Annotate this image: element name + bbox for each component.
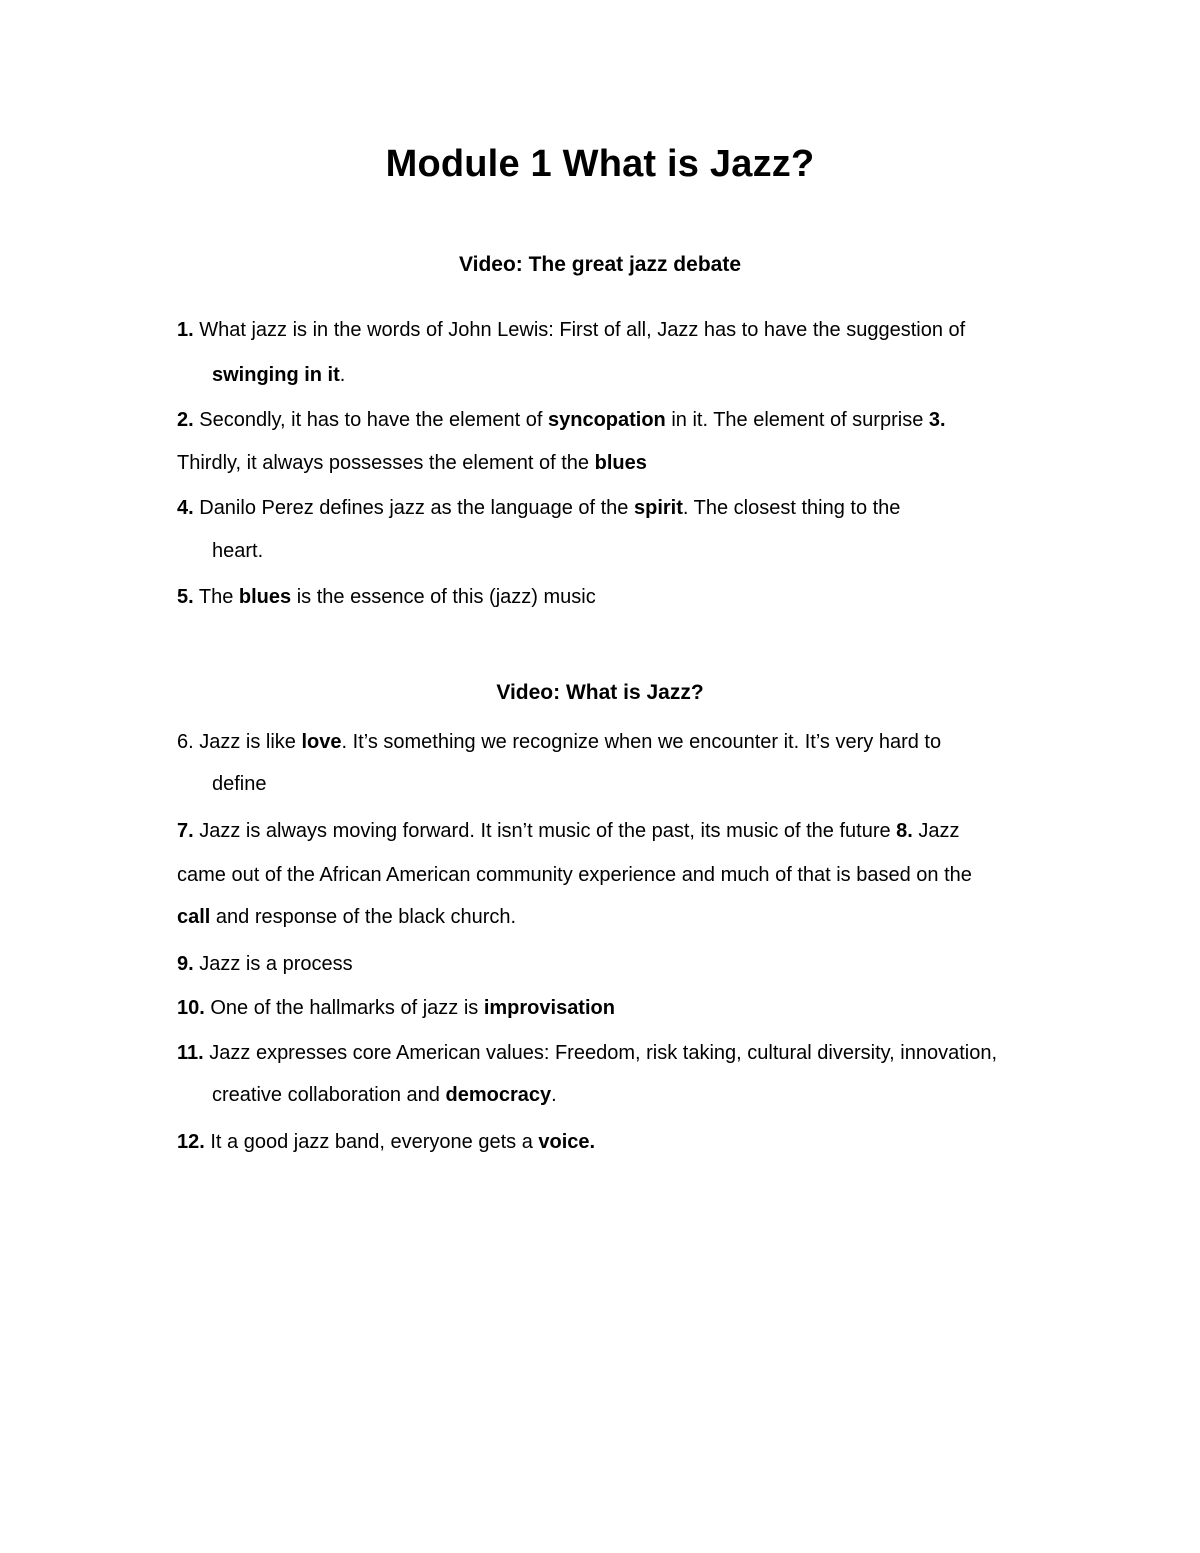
item-text: define [212, 773, 267, 795]
item-number: 4. [177, 497, 194, 519]
item-text: Thirdly, it always possesses the element of the [177, 452, 595, 474]
key-term: voice. [538, 1131, 596, 1153]
item-text: came out of the African American community experience and much of that is based on the [177, 864, 972, 886]
item-text: What jazz is in the words of John Lewis: First of all, Jazz has to have the suggestion of [193, 319, 966, 341]
item-text: in it. The element of surprise [665, 409, 929, 431]
item-text: Jazz [912, 820, 960, 842]
item-text: creative collaboration and [212, 1084, 446, 1106]
item-text: Jazz expresses core American values: Freedom, risk taking, cultural diversity, innovation, [203, 1042, 997, 1064]
list-item-10 [177, 995, 615, 1021]
item-number: 9. [177, 953, 194, 975]
item-text: The [193, 586, 239, 608]
item-text: . [551, 1084, 557, 1106]
list-item-3 [177, 450, 647, 476]
item-text: heart. [212, 540, 264, 562]
list-item-11 [177, 1040, 997, 1066]
item-text: and response of the black church. [210, 906, 517, 928]
item-number: 10. [177, 997, 205, 1019]
list-item-2 [177, 407, 946, 433]
list-item-5 [177, 584, 596, 610]
item-text: Jazz is a process [193, 953, 353, 975]
item-text: is the essence of this (jazz) music [291, 586, 596, 608]
item-number: 11. [177, 1042, 204, 1064]
key-term: democracy [445, 1084, 552, 1106]
key-term: improvisation [483, 997, 615, 1019]
item-text: Secondly, it has to have the element of [193, 409, 548, 431]
item-number: 3. [928, 409, 946, 431]
section-heading-what-is-jazz: Video: What is Jazz? [496, 681, 704, 704]
key-term: swinging in it [212, 364, 340, 386]
item-number: 12. [177, 1131, 205, 1153]
item-number: 8. [896, 820, 913, 842]
key-term: blues [238, 586, 292, 608]
item-number: 7. [177, 820, 194, 842]
key-term: spirit [633, 497, 683, 519]
section-heading-jazz-debate: Video: The great jazz debate [458, 253, 741, 276]
list-item-8-continued [177, 904, 516, 930]
item-text: . The closest thing to the [682, 497, 901, 519]
item-number: 1. [177, 319, 194, 341]
list-item-6-continued [212, 771, 267, 797]
list-item-8 [177, 862, 972, 888]
key-term: call [177, 906, 211, 928]
list-item-7 [177, 818, 960, 844]
item-text: It a good jazz band, everyone gets a [204, 1131, 539, 1153]
item-text: . It’s something we recognize when we encounter it. It’s very hard to [341, 731, 942, 753]
key-term: syncopation [547, 409, 666, 431]
item-text: Danilo Perez defines jazz as the language of the [193, 497, 634, 519]
list-item-6 [177, 729, 941, 755]
list-item-11-continued [212, 1082, 557, 1108]
list-item-1-continued [212, 362, 345, 388]
item-text: . [339, 364, 346, 386]
key-term: love [301, 731, 342, 753]
list-item-4 [177, 495, 900, 521]
item-text: Jazz is always moving forward. It isn’t music of the past, its music of the future [193, 820, 897, 842]
page-title: Module 1 What is Jazz? [385, 143, 815, 185]
list-item-12 [177, 1129, 595, 1155]
list-item-4-continued [212, 538, 263, 564]
item-text: 6. Jazz is like [177, 731, 302, 753]
item-text: One of the hallmarks of jazz is [204, 997, 484, 1019]
item-number: 5. [177, 586, 194, 608]
key-term: blues [594, 452, 647, 474]
list-item-9 [177, 951, 353, 977]
list-item-1 [177, 317, 965, 343]
item-number: 2. [177, 409, 194, 431]
